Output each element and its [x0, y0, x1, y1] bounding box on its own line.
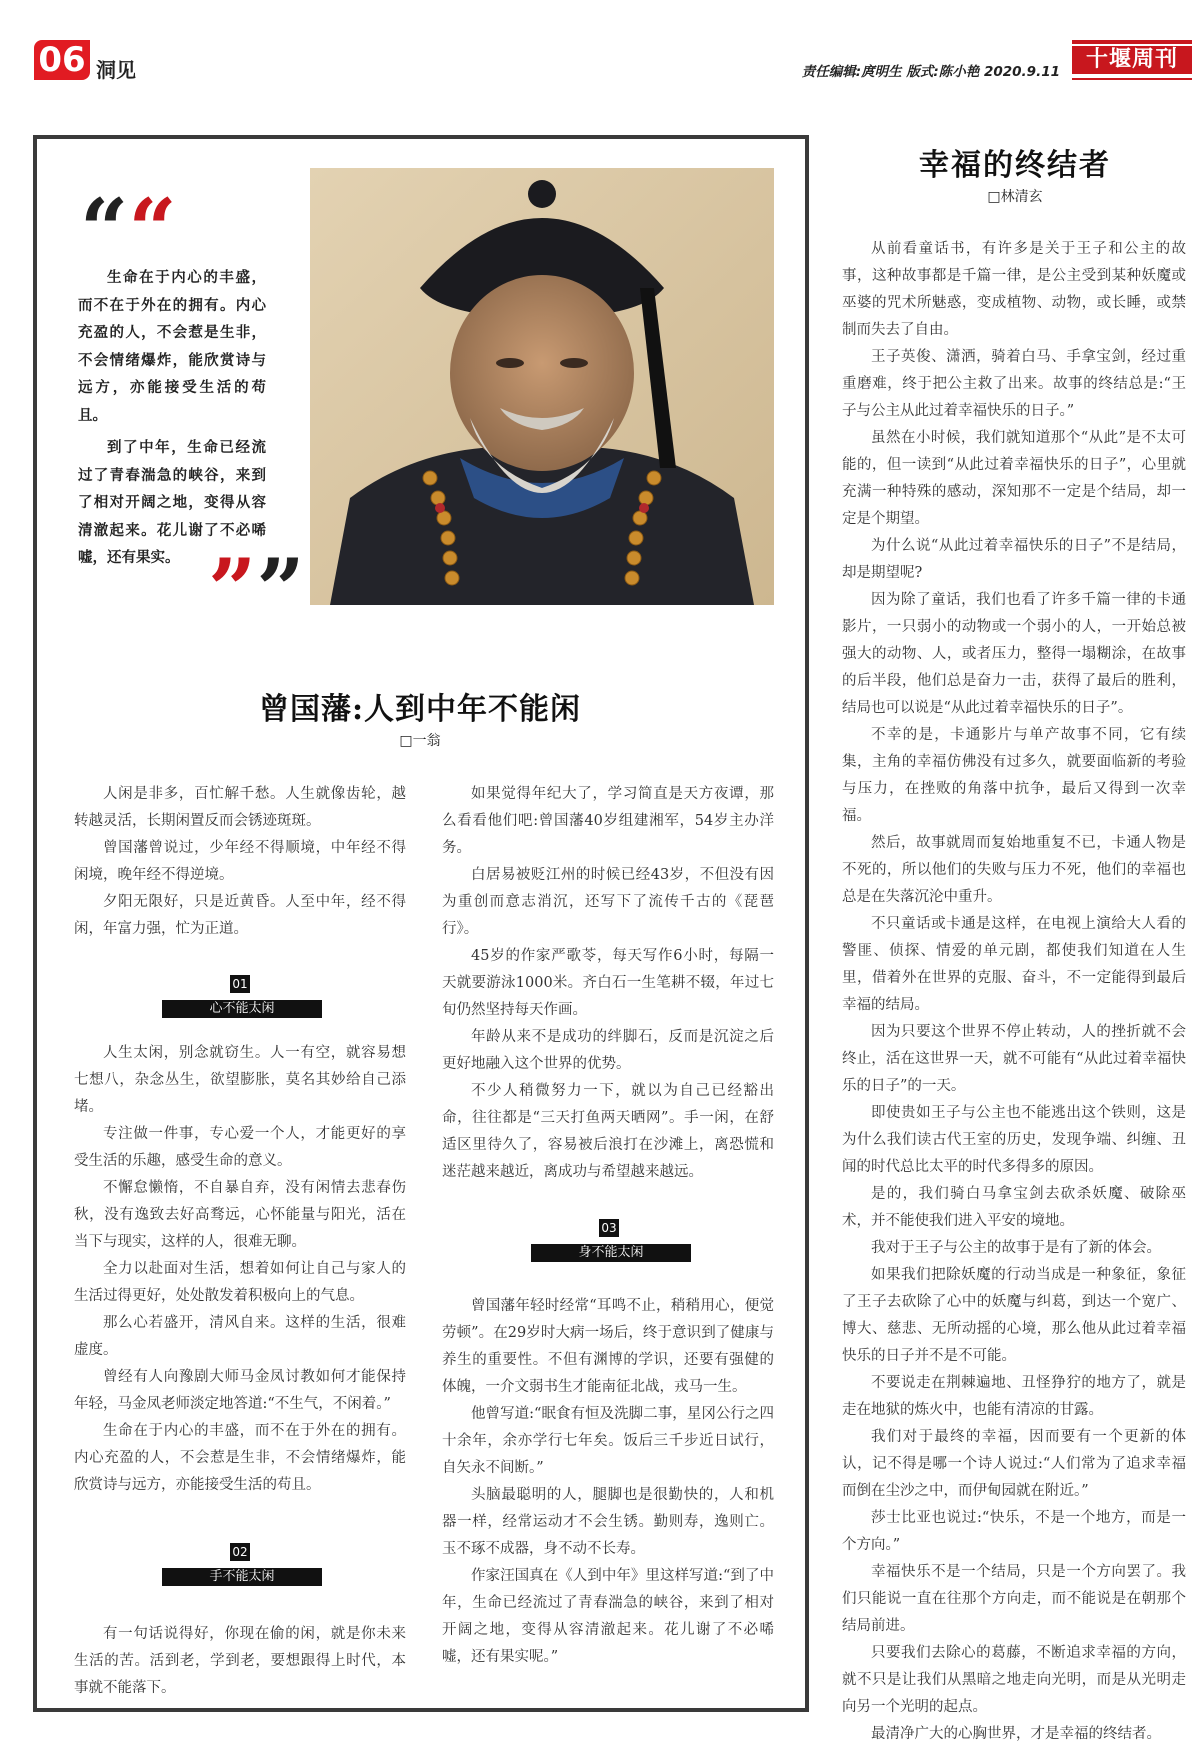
brand-logo: 十堰周刊 — [1072, 46, 1192, 74]
section-heading: 心不能太闲 — [162, 1000, 322, 1018]
page-number: 06 — [34, 40, 90, 80]
paragraph: 我们对于最终的幸福，因而要有一个更新的体认，记不得是哪一个诗人说过:“人们常为了追求幸福而倒在尘沙之中，而伊甸园就在附近。” — [842, 1429, 1186, 1499]
paragraph: 不要说走在荆棘遍地、丑怪狰狞的地方了，就是走在地狱的炼火中，也能有清凉的甘露。 — [842, 1375, 1186, 1418]
paragraph: 即使贵如王子与公主也不能逃出这个铁则，这是为什么我们读古代王室的历史，发现争端、纠缠、丑闻的时代总比太平的时代多得多的原因。 — [842, 1105, 1186, 1175]
right-article-author: □林清玄 — [987, 189, 1043, 205]
paragraph: 45岁的作家严歌苓，每天写作6小时，每隔一天就要游泳1000米。齐白石一生笔耕不辍，年过七旬仍然坚持每天作画。 — [442, 948, 774, 1018]
close-quote-icon: ”” — [208, 540, 305, 639]
paragraph: 生命在于内心的丰盛，而不在于外在的拥有。内心充盈的人，不会惹是生非，不会情绪爆炸，能欣赏诗与远方，亦能接受生活的苟且。 — [74, 1423, 406, 1493]
paragraph: 幸福快乐不是一个结局，只是一个方向罢了。我们只能说一直在往那个方向走，而不能说是在朝那个结局前进。 — [842, 1564, 1186, 1634]
paragraph: 王子英俊、潇洒，骑着白马、手拿宝剑，经过重重磨难，终于把公主救了出来。故事的终结总是:“王子与公主从此过着幸福快乐的日子。” — [842, 349, 1186, 419]
section-01-body — [74, 1040, 406, 1499]
section-02-body-start — [74, 1621, 406, 1702]
section-number: 03 — [599, 1219, 619, 1237]
paragraph: 白居易被贬江州的时候已经43岁，不但没有因为重创而意志消沉，还写下了流传千古的《琵琶行》。 — [442, 867, 774, 937]
paragraph: 年龄从来不是成功的绊脚石，反而是沉淀之后更好地融入这个世界的优势。 — [442, 1029, 774, 1072]
paragraph: 曾国藩曾说过，少年经不得顺境，中年经不得闲境，晚年经不得逆境。 — [74, 840, 406, 883]
paragraph: 夕阳无限好，只是近黄昏。人至中年，经不得闲，年富力强，忙为正道。 — [74, 894, 406, 937]
paragraph: 人生太闲，别念就窃生。人一有空，就容易想七想八，杂念丛生，欲望膨胀，莫名其妙给自己添堵。 — [74, 1045, 406, 1115]
left-article-author: □一翁 — [399, 733, 441, 749]
section-heading: 身不能太闲 — [531, 1244, 691, 1262]
paragraph: 不少人稍微努力一下，就以为自己已经豁出命，往往都是“三天打鱼两天晒网”。手一闲，在舒适区里待久了，容易被后浪打在沙滩上，离恐慌和迷茫越来越近，离成功与希望越来越远。 — [442, 1083, 774, 1180]
paragraph: 莎士比亚也说过:“快乐，不是一个地方，而是一个方向。” — [842, 1510, 1186, 1553]
paragraph: 有一句话说得好，你现在偷的闲，就是你未来生活的苦。活到老，学到老，要想跟得上时代，本事就不能落下。 — [74, 1626, 406, 1696]
paragraph: 从前看童话书，有许多是关于王子和公主的故事，这种故事都是千篇一律，是公主受到某种妖魔或巫婆的咒术所魅惑，变成植物、动物，或长睡，或禁制而失去了自由。 — [842, 241, 1186, 338]
paragraph: 不幸的是，卡通影片与单产故事不同，它有续集，主角的幸福仿佛没有过多久，就要面临新的考验与压力，在挫败的角落中抗争，最后又得到一次幸福。 — [842, 727, 1186, 824]
section-name: 洞见 — [96, 58, 136, 82]
editor-credit-line: 责任编辑:庹明生 版式:陈小艳 2020.9.11 — [801, 64, 1060, 80]
paragraph: 曾经有人向豫剧大师马金凤讨教如何才能保持年轻，马金凤老师淡定地答道:“不生气，不闲着。” — [74, 1369, 406, 1412]
paragraph: 专注做一件事，专心爱一个人，才能更好的享受生活的乐趣，感受生命的意义。 — [74, 1126, 406, 1169]
portrait-illustration — [310, 168, 774, 605]
paragraph: 他曾写道:“眠食有恒及洗脚二事，星冈公行之四十余年，余亦学行七年矣。饭后三千步近日试行，自矢永不间断。” — [442, 1406, 774, 1476]
paragraph: 全力以赴面对生活，想着如何让自己与家人的生活过得更好，处处散发着积极向上的气息。 — [74, 1261, 406, 1304]
section-number: 01 — [230, 975, 250, 993]
pull-quote — [78, 264, 266, 577]
section-02-body-continued — [442, 781, 774, 1186]
paragraph: 不懈怠懒惰，不自暴自弃，没有闲情去悲春伤秋，没有逸致去好高骛远，心怀能量与阳光，活在当下与现实，这样的人，很难无聊。 — [74, 1180, 406, 1250]
section-heading: 手不能太闲 — [162, 1568, 322, 1586]
pull-quote-paragraph: 生命在于内心的丰盛，而不在于外在的拥有。内心充盈的人，不会惹是生非，不会情绪爆炸，能欣赏诗与远方，亦能接受生活的苟且。 — [78, 269, 266, 424]
paragraph: 只要我们去除心的葛藤，不断追求幸福的方向，就不只是让我们从黑暗之地走向光明，而是从光明走向另一个光明的起点。 — [842, 1645, 1186, 1715]
section-03-body — [442, 1293, 774, 1671]
paragraph: 最清净广大的心胸世界，才是幸福的终结者。 — [871, 1726, 1161, 1742]
portrait-svg — [310, 168, 774, 605]
right-article-body — [842, 236, 1186, 1748]
paragraph: 不只童话或卡通是这样，在电视上演给大人看的警匪、侦探、情爱的单元剧，都使我们知道在人生里，借着外在世界的克服、奋斗，不一定能得到最后幸福的结局。 — [842, 916, 1186, 1013]
paragraph: 因为除了童话，我们也看了许多千篇一律的卡通影片，一只弱小的动物或一个弱小的人，一开始总被强大的动物、人，或者压力，整得一塌糊涂，在故事的后半段，他们总是奋力一击，获得了最后的胜利，结局也可以说是“从此过着幸福快乐的日子”。 — [842, 592, 1186, 716]
section-number: 02 — [230, 1543, 250, 1561]
paragraph: 人闲是非多，百忙解千愁。人生就像齿轮，越转越灵活，长期闲置反而会锈迹斑斑。 — [74, 786, 406, 829]
paragraph: 如果我们把除妖魔的行动当成是一种象征，象征了王子去砍除了心中的妖魔与纠葛，到达一个宽广、博大、慈悲、无所动摇的心境，那么他从此过着幸福快乐的日子并不是不可能。 — [842, 1267, 1186, 1364]
paragraph: 我对于王子与公主的故事于是有了新的体会。 — [871, 1240, 1161, 1256]
paragraph: 因为只要这个世界不停止转动，人的挫折就不会终止，活在这世界一天，就不可能有“从此过着幸福快乐的日子”的一天。 — [842, 1024, 1186, 1094]
paragraph: 然后，故事就周而复始地重复不已，卡通人物是不死的，所以他们的失败与压力不死，他们的幸福也总是在失落沉沦中重升。 — [842, 835, 1186, 905]
paragraph: 如果觉得年纪大了，学习简直是天方夜谭，那么看看他们吧:曾国藩40岁组建湘军，54岁主办洋务。 — [442, 786, 774, 856]
paragraph: 作家汪国真在《人到中年》里这样写道:“到了中年，生命已经流过了青春湍急的峡谷，来到了相对开阔之地，变得从容清澈起来。花儿谢了不必唏嘘，还有果实呢。” — [442, 1568, 774, 1665]
paragraph: 虽然在小时候，我们就知道那个“从此”是不太可能的，但一读到“从此过着幸福快乐的日子”，心里就充满一种特殊的感动，深知那不一定是个结局，却一定是个期望。 — [842, 430, 1186, 527]
right-article-title: 幸福的终结者 — [919, 148, 1111, 183]
open-quote-icon: ““ — [80, 180, 177, 279]
pull-quote-paragraph: 到了中年，生命已经流过了青春湍急的峡谷，来到了相对开阔之地，变得从容清澈起来。花儿谢了不必唏嘘，还有果实。 — [78, 439, 266, 566]
paragraph: 头脑最聪明的人，腿脚也是很勤快的，人和机器一样，经常运动才不会生锈。勤则寿，逸则亡。玉不琢不成器，身不动不长寿。 — [442, 1487, 774, 1557]
paragraph: 是的，我们骑白马拿宝剑去砍杀妖魔、破除巫术，并不能使我们进入平安的境地。 — [842, 1186, 1186, 1229]
left-article-title: 曾国藩:人到中年不能闲 — [258, 692, 582, 727]
intro-column — [74, 781, 406, 943]
paragraph: 那么心若盛开，清风自来。这样的生活，很难虚度。 — [74, 1315, 406, 1358]
paragraph: 曾国藩年轻时经常“耳鸣不止，稍稍用心，便觉劳顿”。在29岁时大病一场后，终于意识到了健康与养生的重要性。不但有渊博的学识，还要有强健的体魄，一介文弱书生才能南征北战，戎马一生。 — [442, 1298, 774, 1395]
paragraph: 为什么说“从此过着幸福快乐的日子”不是结局，却是期望呢? — [842, 538, 1186, 581]
